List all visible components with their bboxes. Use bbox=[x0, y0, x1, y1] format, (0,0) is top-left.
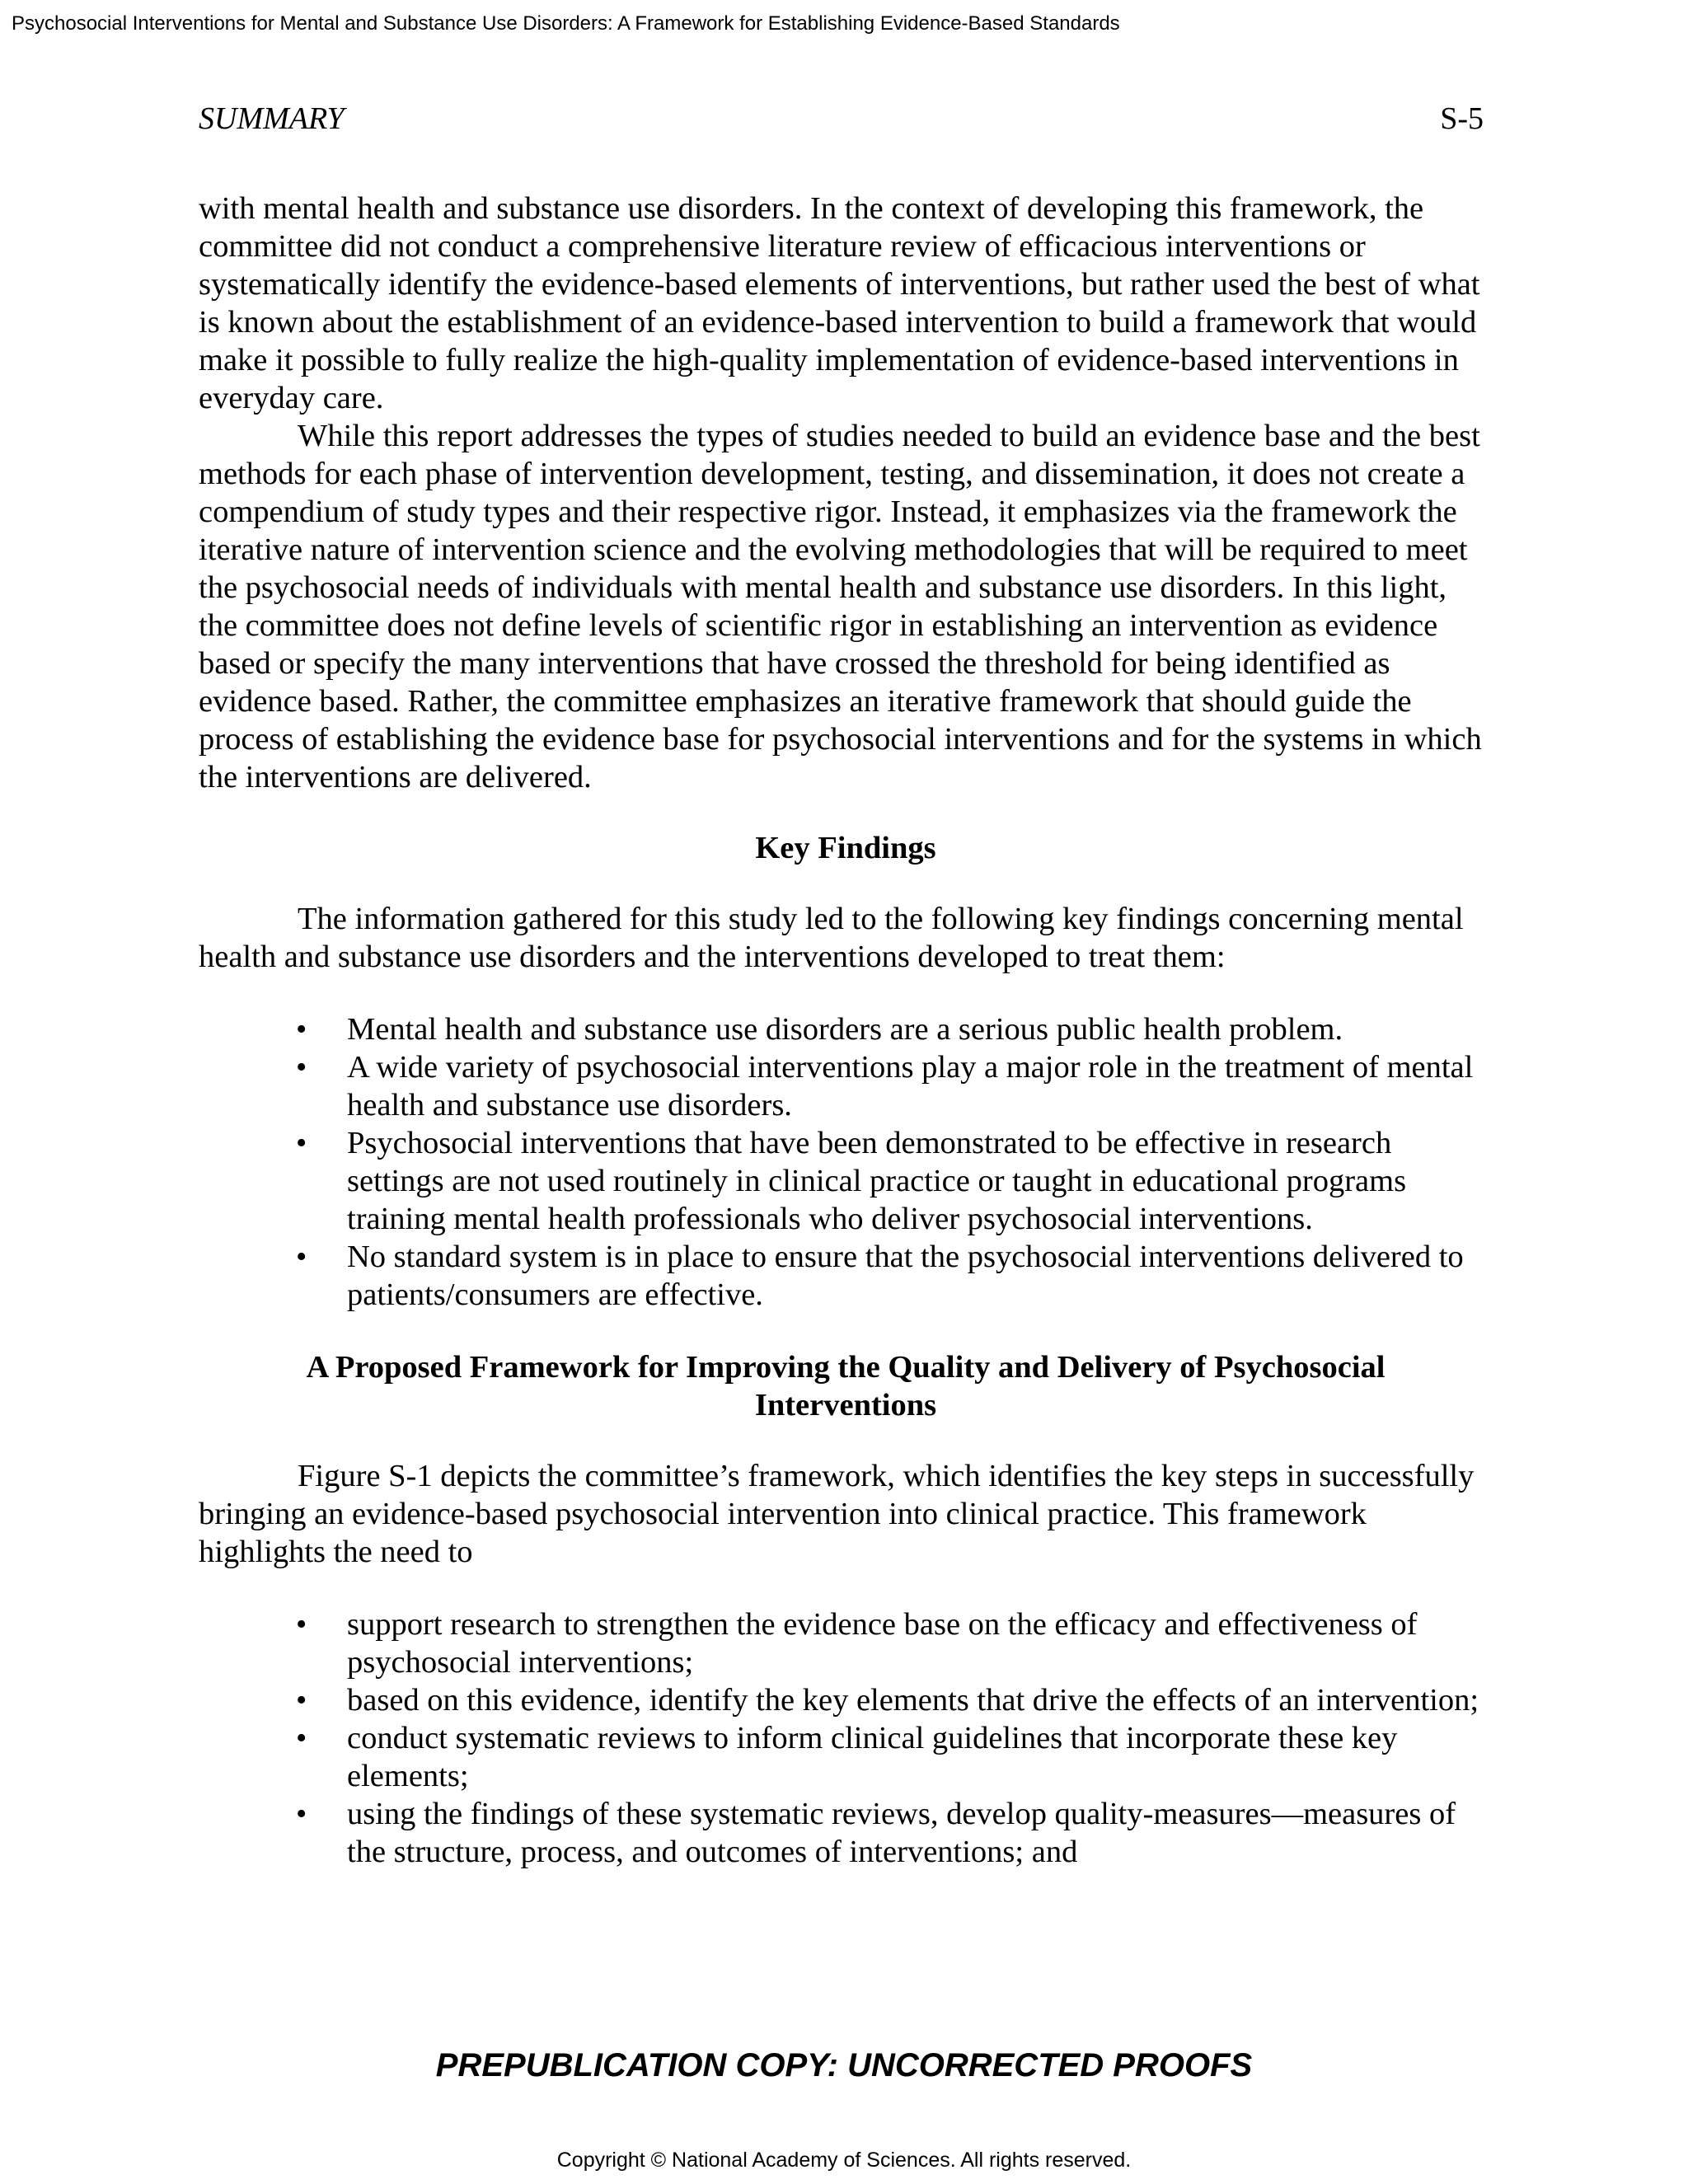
list-item: • Mental health and substance use disorders are a serious public health problem. bbox=[296, 1012, 1343, 1047]
list-item: • using the findings of these systematic reviews, develop quality-measures—measures of the structure, process, and outcomes of interventions; and bbox=[296, 1797, 1456, 1869]
framework-heading-line2: Interventions bbox=[754, 1388, 937, 1422]
bullet-icon: • bbox=[296, 1126, 307, 1160]
framework-intro: Figure S-1 depicts the committee’s framework, which identifies the key steps in successfully bringing an evidence-based psychosocial intervention into clinical practice. This framework highlights the need to bbox=[199, 1459, 1475, 1569]
list-item: • support research to strengthen the evidence base on the efficacy and effectiveness of psychosocial interventions; bbox=[296, 1607, 1418, 1680]
bullet-icon: • bbox=[296, 1721, 307, 1755]
bullet-icon: • bbox=[296, 1607, 307, 1642]
framework-heading bbox=[199, 1348, 1493, 1424]
bullet-icon: • bbox=[296, 1012, 307, 1047]
list-item: • based on this evidence, identify the key elements that drive the effects of an intervention; bbox=[296, 1683, 1479, 1718]
section-label: SUMMARY bbox=[199, 101, 345, 136]
paragraph-continued: with mental health and substance use disorders. In the context of developing this framework, the committee did not conduct a comprehensive literature review of efficacious interventions or systematically identify the evidence-based elements of interventions, but rather used the best of what is known about the establishment of an evidence-based intervention to build a framework that would make it possible to fully realize the high-quality implementation of evidence-based interventions in everyday care. bbox=[199, 191, 1480, 415]
framework-list bbox=[199, 1605, 1493, 1871]
bullet-icon: • bbox=[296, 1240, 307, 1274]
list-item: • Psychosocial interventions that have been demonstrated to be effective in research settings are not used routinely in clinical practice or taught in educational programs training mental health professionals who deliver psychosocial interventions. bbox=[296, 1126, 1407, 1236]
key-findings-intro: The information gathered for this study led to the following key findings concerning mental health and substance use disorders and the interventions developed to treat them: bbox=[199, 902, 1464, 974]
page-number: S-5 bbox=[1440, 101, 1484, 136]
bullet-icon: • bbox=[296, 1797, 307, 1831]
document-title-bar: Psychosocial Interventions for Mental and Substance Use Disorders: A Framework for Establishing Evidence-Based Standards bbox=[12, 12, 1120, 35]
page-content bbox=[199, 94, 1493, 1871]
framework-heading-line1: A Proposed Framework for Improving the Quality and Delivery of Psychosocial bbox=[306, 1350, 1386, 1385]
prepublication-notice: PREPUBLICATION COPY: UNCORRECTED PROOFS bbox=[435, 2047, 1253, 2083]
body-text bbox=[199, 190, 1493, 1871]
paragraph: While this report addresses the types of studies needed to build an evidence base and the best methods for each phase of intervention development, testing, and dissemination, it does not create a compendium of study types and their respective rigor. Instead, it emphasizes via the framework the iterative nature of intervention science and the evolving methodologies that will be required to meet the psychosocial needs of individuals with mental health and substance use disorders. In this light, the committee does not define levels of scientific rigor in establishing an intervention as evidence based or specify the many interventions that have crossed the threshold for being identified as evidence based. Rather, the committee emphasizes an iterative framework that should guide the process of establishing the evidence base for psychosocial interventions and for the systems in which the interventions are delivered. bbox=[199, 419, 1482, 794]
bullet-icon: • bbox=[296, 1683, 307, 1718]
key-findings-list bbox=[199, 1010, 1493, 1314]
key-findings-heading: Key Findings bbox=[755, 831, 936, 865]
running-head bbox=[199, 94, 1493, 143]
list-item: • No standard system is in place to ensure that the psychosocial interventions delivered to patients/consumers are effective. bbox=[296, 1240, 1464, 1312]
copyright-notice: Copyright © National Academy of Sciences. All rights reserved. bbox=[556, 2149, 1132, 2172]
list-item: • A wide variety of psychosocial interventions play a major role in the treatment of mental health and substance use disorders. bbox=[296, 1050, 1474, 1122]
bullet-icon: • bbox=[296, 1050, 307, 1085]
list-item: • conduct systematic reviews to inform clinical guidelines that incorporate these key elements; bbox=[296, 1721, 1398, 1793]
